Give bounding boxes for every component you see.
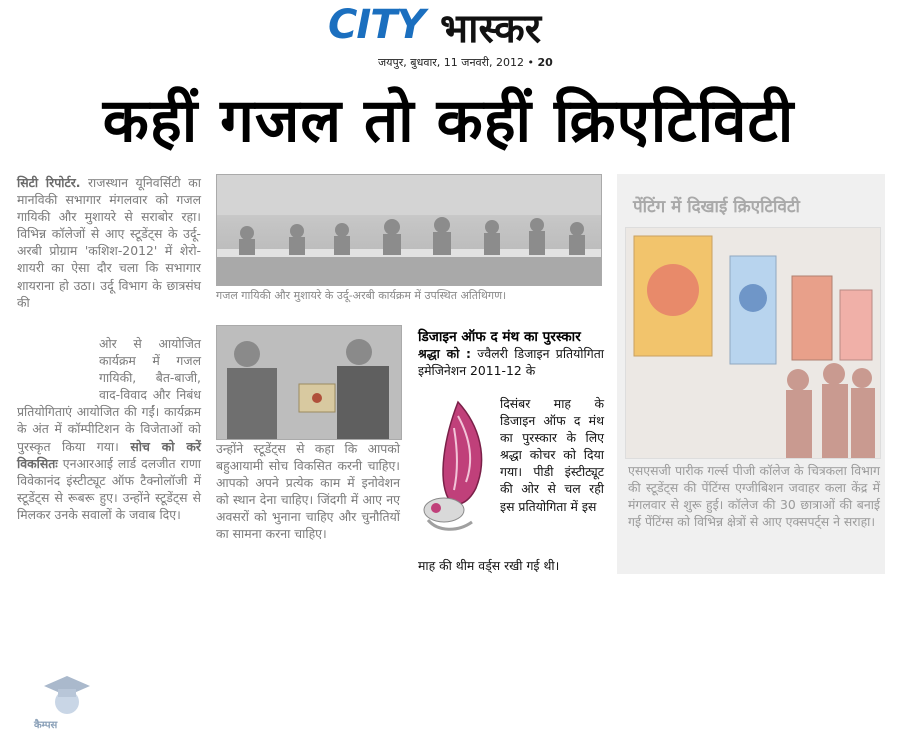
center-article-intro [418, 345, 604, 379]
date-text: जयपुर, बुधवार, 11 जनवरी, 2012 • [378, 56, 534, 69]
award-ceremony-photo [216, 325, 402, 440]
dateline [378, 55, 553, 70]
center-article-body: दिसंबर माह के डिजाइन ऑफ द मंथ का पुरस्कार के लिए श्रद्धा कोचर को दिया गया। पीडी इंस्टीट्यूट की ओर से चल रही इस प्रतियोगिता में इस [500, 396, 604, 514]
brand-city-logo: CITY [328, 2, 425, 48]
left-article-top [17, 174, 201, 311]
page-number: 20 [537, 56, 553, 69]
painting-exhibition-illustration [626, 228, 880, 458]
left-article-para1: राजस्थान यूनिवर्सिटी का मानविकी सभागार मंगलवार को गजल गायिकी और मुशायरे से सराबोर रहा। विभिन्न कॉलेजों से आए स्टूडेंट्स के उर्दू-अरबी प्रोग्राम 'कशिश-2012' में शेरो-शायरी का ऐसा दौर चला कि सभागार शायराना हो उठा। उर्दू विभाग के छात्रसंघ की [17, 175, 201, 310]
kampas-logo [34, 672, 112, 738]
left-article-para2: ओर से आयोजित कार्यक्रम में गजल गायिकी, बैत-बाजी, वाद-विवाद और निबंध प्रतियोगिताएं आयोजित की गईं। कार्यक्रम के अंत में कॉम्पीटिशन के विजेताओं को पुरस्कृत किया गया। [17, 336, 201, 454]
left-article-lower [17, 335, 201, 731]
left-article-para3: एनआरआई लार्ड दलजीत राणा विवेकानंद इंस्टीट्यूट ऑफ टैक्नोलॉजी में स्टूडेंट्स से रूबरू हुए। उन्होंने स्टूडेंट्स से मिलकर उनके सवालों के जवाब दिए। [17, 455, 201, 522]
right-article-title: पेंटिंग में दिखाई क्रिएटिविटी [633, 197, 800, 217]
brand-bhaskar-logo: भास्कर [440, 6, 542, 52]
event-photo-caption: गजल गायिकी और मुशायरे के उर्दू-अरबी कार्यक्रम में उपस्थित अतिथिगण। [216, 289, 507, 302]
left-article-subhead: सोच को करें विकसितः [17, 438, 201, 471]
graduation-cap-icon [42, 672, 92, 714]
center-article-lead-rest: ज्वैलरी डिजाइन प्रतियोगिता इमेजिनेशन 2011-12 के [418, 346, 604, 379]
byline: सिटी रिपोर्टर. [17, 175, 81, 190]
page-headline: कहीं गजल तो कहीं क्रिएटिविटी [102, 86, 795, 156]
center-article-title: डिजाइन ऑफ द मंथ का पुरस्कार [418, 329, 581, 345]
kampas-label: कैम्पस [34, 720, 58, 731]
peacock-brooch-icon [418, 398, 494, 538]
center-article-closing: माह की थीम वर्ड्स रखी गई थी। [418, 558, 560, 573]
masthead [0, 0, 897, 75]
center-article-lead: श्रद्धा को : [418, 346, 471, 361]
event-stage-illustration [217, 175, 601, 285]
event-stage-photo [216, 174, 602, 286]
middle-article: उन्होंने स्टूडेंट्स से कहा कि आपको बहुआयामी सोच विकसित करनी चाहिए। आपको अपने प्रत्येक काम में इनोवेशन को स्थान देना चाहिए। जिंदगी में आए नए अवसरों को भुनाना चाहिए और चुनौतियों का सामना करना चाहिए। [216, 441, 400, 542]
right-article-body: एसएसजी पारीक गर्ल्स पीजी कॉलेज के चित्रकला विभाग की स्टूडेंट्स की पेंटिंग्स एग्जीबिशन जवाहर कला केंद्र में मंगलवार से शुरू हुई। कॉलेज की 30 छात्राओं की बनाई गई पेंटिंग्स को विभिन्न क्षेत्रों से आए एक्सपर्ट्स ने सराहा। [628, 463, 880, 530]
painting-exhibition-photo [625, 227, 881, 459]
award-ceremony-illustration [217, 326, 401, 439]
jewellery-design-image [418, 398, 494, 538]
